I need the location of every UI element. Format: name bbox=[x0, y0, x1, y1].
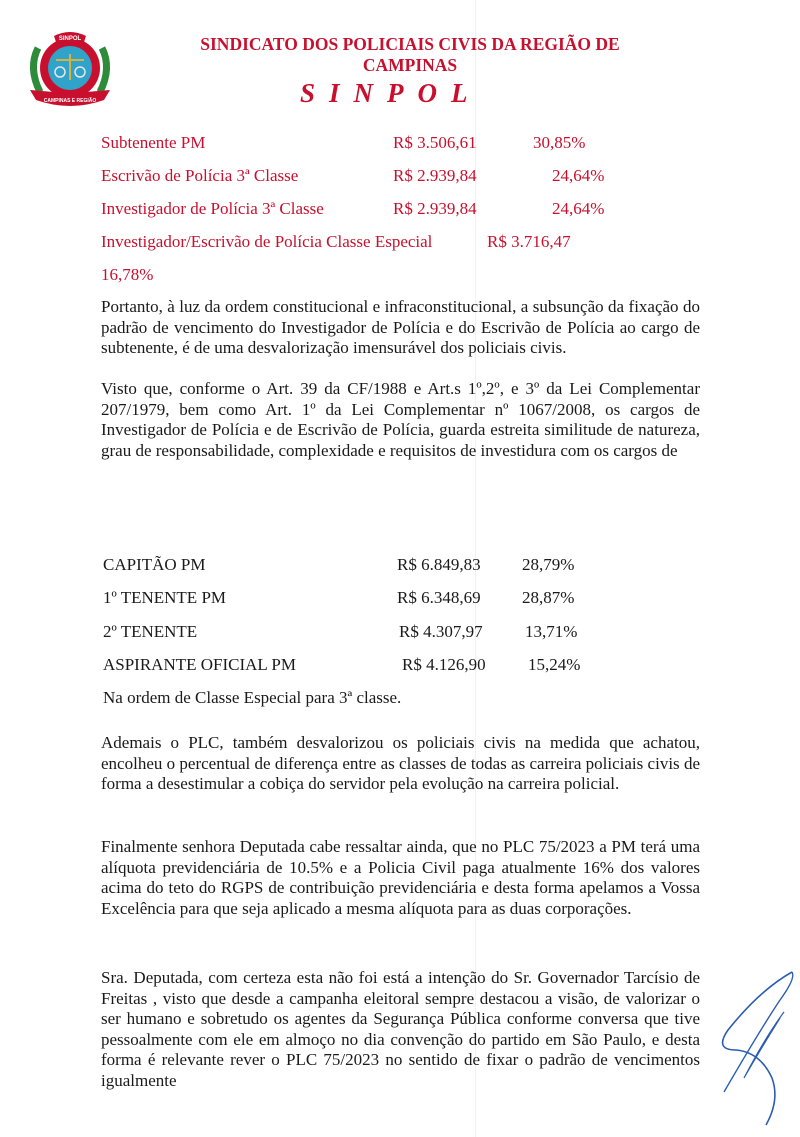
percentual: 28,87% bbox=[522, 588, 575, 607]
percentual: 30,85% bbox=[533, 133, 586, 152]
order-note: Na ordem de Classe Especial para 3ª classe. bbox=[103, 688, 402, 707]
valor: R$ 6.849,83 bbox=[397, 555, 481, 574]
percentual: 13,71% bbox=[525, 622, 578, 641]
cargo: Subtenente PM bbox=[101, 133, 206, 152]
svg-text:SINPOL: SINPOL bbox=[58, 36, 82, 42]
paragraph: Ademais o PLC, também desvalorizou os policiais civis na medida que achatou, encolheu o percentual de diferença entre as classes de todas as carreira policiais civis de forma a desestimular a cobiça do servidor pela evolução na carreira policial. bbox=[101, 733, 700, 793]
percentual: 24,64% bbox=[552, 199, 605, 218]
valor: R$ 6.348,69 bbox=[397, 588, 481, 607]
percentual: 28,79% bbox=[522, 555, 575, 574]
cargo: Investigador de Polícia 3ª Classe bbox=[101, 199, 324, 218]
paragraph: Visto que, conforme o Art. 39 da CF/1988 e Art.s 1º,2º, e 3º da Lei Complementar 207/1979, bem como Art. 1º da Lei Complementar nº 1067/2008, os cargos de Investigador de Polícia e de Escrivão de Polícia, guarda estreita similitude de natureza, grau de responsabilidade, complexidade e requisitos de investidura com os cargos de bbox=[101, 379, 700, 460]
cargo: 1º TENENTE PM bbox=[103, 588, 227, 607]
percentual: 24,64% bbox=[552, 166, 605, 185]
cargo: 2º TENENTE bbox=[103, 622, 198, 641]
signature-mark bbox=[700, 960, 800, 1130]
brand-name: SINPOL bbox=[300, 78, 482, 108]
valor: R$ 2.939,84 bbox=[393, 166, 477, 185]
valor: R$ 4.126,90 bbox=[402, 655, 486, 674]
title-line-2: CAMPINAS bbox=[362, 55, 458, 75]
paragraph: Sra. Deputada, com certeza esta não foi está a intenção do Sr. Governador Tarcísio de Freitas , visto que desde a campanha eleitoral sempre destacou a visão, de valorizar o ser humano e sobretudo os agentes da Segurança Pública conforme conversa que tive pessoalmente com ele em almoço no dia convenção do partido em São Paulo, e desta forma é relevante rever o PLC 75/2023 no sentido de fixar o padrão de vencimentos igualmente bbox=[101, 968, 700, 1090]
paragraph: Portanto, à luz da ordem constitucional e infraconstitucional, a subsunção da fixação do padrão de vencimento do Investigador de Polícia e do Escrivão de Polícia ao cargo de subtenente, é de uma desvalorização imensurável dos policiais civis. bbox=[101, 297, 700, 357]
organization-title bbox=[150, 34, 670, 76]
valor: R$ 4.307,97 bbox=[399, 622, 483, 641]
percentual: 16,78% bbox=[101, 265, 154, 284]
cargo: Escrivão de Polícia 3ª Classe bbox=[101, 166, 299, 185]
cargo: ASPIRANTE OFICIAL PM bbox=[103, 655, 297, 674]
cargo: CAPITÃO PM bbox=[103, 555, 206, 574]
sinpol-emblem-icon bbox=[24, 26, 116, 110]
title-line-1: SINDICATO DOS POLICIAIS CIVIS DA REGIÃO DE bbox=[200, 34, 620, 54]
percentual: 15,24% bbox=[528, 655, 581, 674]
valor: R$ 3.716,47 bbox=[487, 232, 571, 251]
svg-text:CAMPINAS E REGIÃO: CAMPINAS E REGIÃO bbox=[43, 98, 97, 104]
valor: R$ 3.506,61 bbox=[393, 133, 477, 152]
cargo: Investigador/Escrivão de Polícia Classe Especial bbox=[101, 232, 433, 251]
valor: R$ 2.939,84 bbox=[393, 199, 477, 218]
paragraph: Finalmente senhora Deputada cabe ressaltar ainda, que no PLC 75/2023 a PM terá uma alíquota previdenciária de 10.5% e a Policia Civil paga atualmente 16% dos valores acima do teto do RGPS de contribuição previdenciária e desta forma apelamos a Vossa Excelência para que seja aplicado a mesma alíquota para as duas corporações. bbox=[101, 837, 700, 918]
